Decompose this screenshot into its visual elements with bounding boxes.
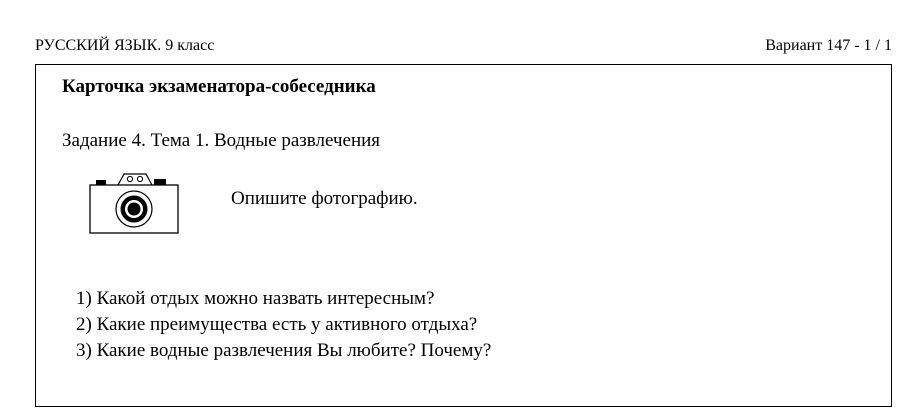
- variant-header: Вариант 147 - 1 / 1: [765, 37, 892, 54]
- question-list: [76, 286, 491, 364]
- question-item: 2) Какие преимущества есть у активного отдыха?: [76, 314, 478, 335]
- instruction-text: Опишите фотографию.: [231, 188, 418, 209]
- camera-icon: [88, 171, 180, 235]
- question-item: 1) Какой отдых можно назвать интересным?: [76, 288, 435, 309]
- examiner-card: [35, 64, 892, 407]
- question-item: 3) Какие водные развлечения Вы любите? Почему?: [76, 340, 492, 361]
- task-topic: Задание 4. Тема 1. Водные развлечения: [62, 130, 381, 151]
- card-title: Карточка экзаменатора-собеседника: [62, 76, 376, 97]
- subject-header: РУССКИЙ ЯЗЫК. 9 класс: [35, 37, 215, 54]
